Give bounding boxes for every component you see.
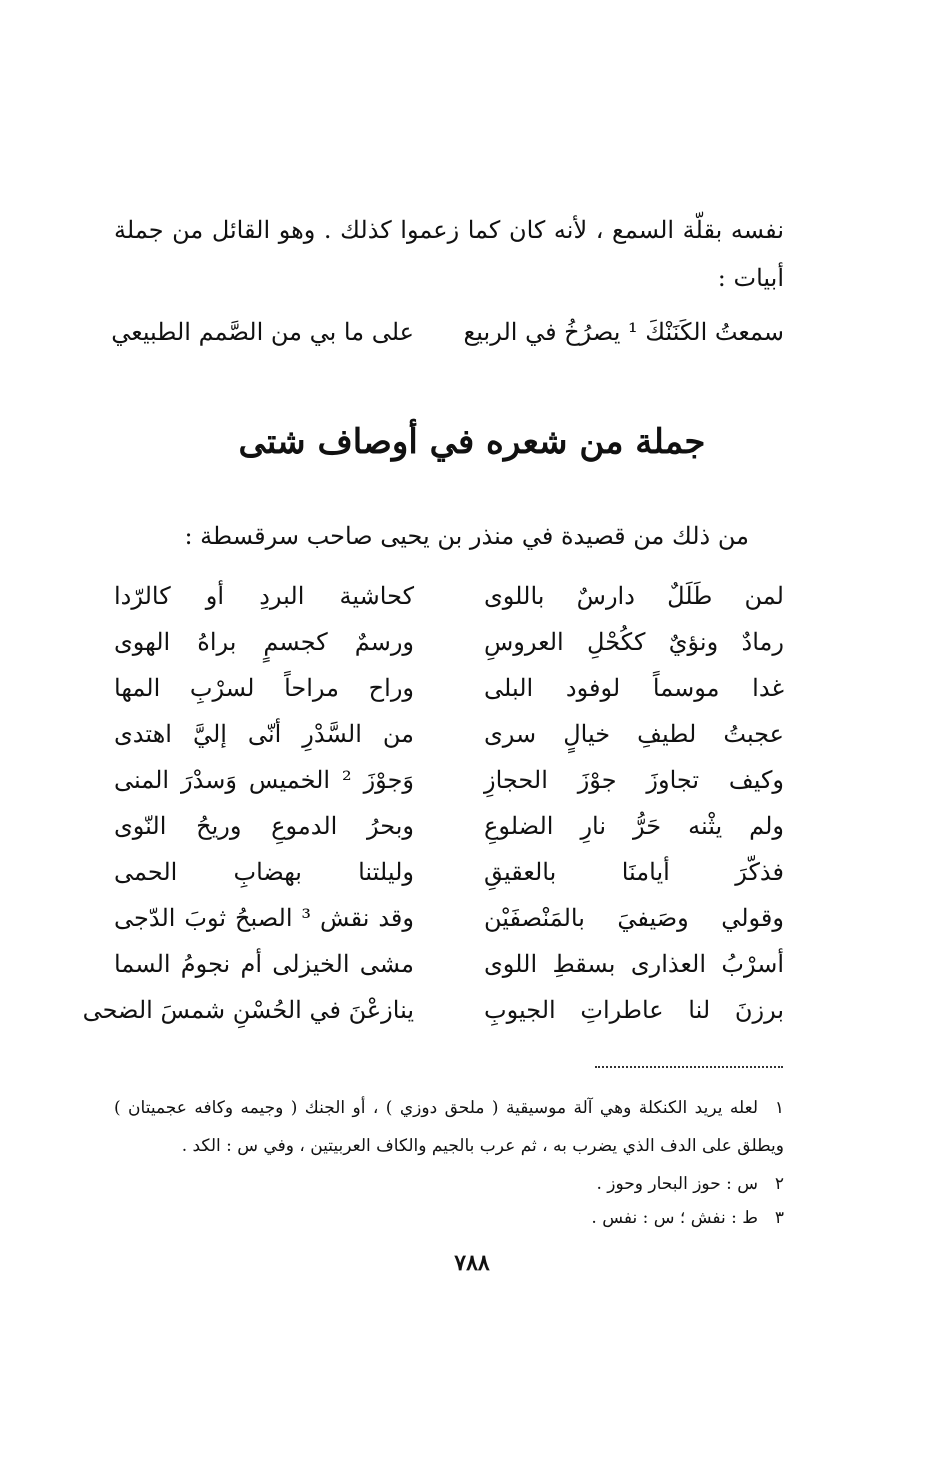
- verse-line: [114, 812, 784, 856]
- verse-line: [114, 720, 784, 764]
- footnote-number: ٣: [774, 1208, 784, 1228]
- verse-second-hemistich: ينازعْنَ في الحُسْنِ شمسَ الضحى: [82, 996, 414, 1024]
- verse-second-hemistich: وقد نقش ³ الصبحُ ثوبَ الدّجى: [114, 904, 414, 932]
- footnote-number: ١: [774, 1098, 784, 1118]
- verse-second-hemistich: ورسمٌ كجسمٍ براهُ الهوى: [114, 628, 414, 656]
- footnote-2: [114, 1174, 784, 1194]
- verse-line: [114, 628, 784, 672]
- footnote-separator: [595, 1066, 783, 1068]
- verse-first-hemistich: أسرْبُ العذارى بسقطِ اللوى: [484, 950, 784, 978]
- verse-second-hemistich: وراح مراحاً لسرْبِ المها: [114, 674, 414, 702]
- verse-first-hemistich: عجبتُ لطيفِ خيالٍ سرى: [484, 720, 784, 748]
- verse-second-hemistich: كحاشية البردِ أو كالرّدا: [114, 582, 414, 610]
- verse-line: [114, 858, 784, 902]
- verse-line: [114, 904, 784, 948]
- footnote-text: ط : نفش ؛ س : نفس .: [591, 1208, 758, 1228]
- footnote-3: [114, 1208, 784, 1228]
- verse-line: [114, 582, 784, 626]
- verse-second-hemistich: وليلتنا بهضابِ الحمى: [114, 858, 414, 886]
- verse-line: [82, 996, 784, 1040]
- intro-prose-line-2: أبيات :: [717, 264, 784, 292]
- verse-second-hemistich: وَجوْزَ ² الخميس وَسدْرَ المنى: [114, 766, 414, 794]
- intro-prose-line-1: نفسه بقلّة السمع ، لأنه كان كما زعموا كذلك . وهو القائل من جملة: [114, 216, 784, 244]
- verse-first-hemistich: غدا موسماً لوفود البلى: [484, 674, 784, 702]
- footnote-1-continuation: [114, 1136, 784, 1156]
- verse-line: [114, 674, 784, 718]
- page-number: ٧٨٨: [454, 1250, 490, 1276]
- intro-verse-second-hemistich: على ما بي من الصَّمم الطبيعي: [111, 318, 414, 346]
- verse-second-hemistich: مشى الخيزلى أم نجومُ السما: [114, 950, 414, 978]
- verse-first-hemistich: وكيف تجاوزَ جوْزَ الحجازِ: [484, 766, 784, 794]
- verse-first-hemistich: برزنَ لنا عاطراتِ الجيوبِ: [484, 996, 784, 1024]
- footnote-text: لعله يريد الكنكلة وهي آلة موسيقية ( ملحق دوزي ) ، أو الجنك ( وجيمه وكافه عجميتان ): [114, 1098, 758, 1118]
- verse-first-hemistich: فذكّرَ أيامنَا بالعقيقِ: [484, 858, 784, 886]
- intro-verse-first-hemistich: سمعتُ الكَنَنْكَ ¹ يصرُخُ في الربيع: [463, 318, 784, 346]
- verse-line: [114, 766, 784, 810]
- section-title: جملة من شعره في أوصاف شتى: [238, 422, 706, 462]
- verse-first-hemistich: لمن طَلَلٌ دارسٌ باللوى: [484, 582, 784, 610]
- footnote-number: ٢: [774, 1174, 784, 1194]
- footnote-text: س : حوز البحار وحوز .: [596, 1174, 758, 1194]
- verse-first-hemistich: رمادٌ ونؤيٌ ككُحْلِ العروسِ: [484, 628, 784, 656]
- verse-line: [114, 950, 784, 994]
- verse-first-hemistich: ولم يثْنه حَرُّ نارِ الضلوعِ: [484, 812, 784, 840]
- verse-first-hemistich: وقولي وصَيفيَ بالمَنْصفَيْن: [484, 904, 784, 932]
- verse-second-hemistich: وبحرُ الدموعِ وريحُ النّوى: [114, 812, 414, 840]
- intro-verse: [111, 318, 784, 362]
- poem-intro: من ذلك من قصيدة في منذر بن يحيى صاحب سرقسطة :: [184, 522, 749, 550]
- verse-second-hemistich: من السَّدْرِ أنّى إليَّ اهتدى: [114, 720, 414, 748]
- footnote-text: ويطلق على الدف الذي يضرب به ، ثم عرب بالجيم والكاف العربيتين ، وفي س : الكد .: [181, 1136, 784, 1156]
- footnote-1: [114, 1098, 784, 1118]
